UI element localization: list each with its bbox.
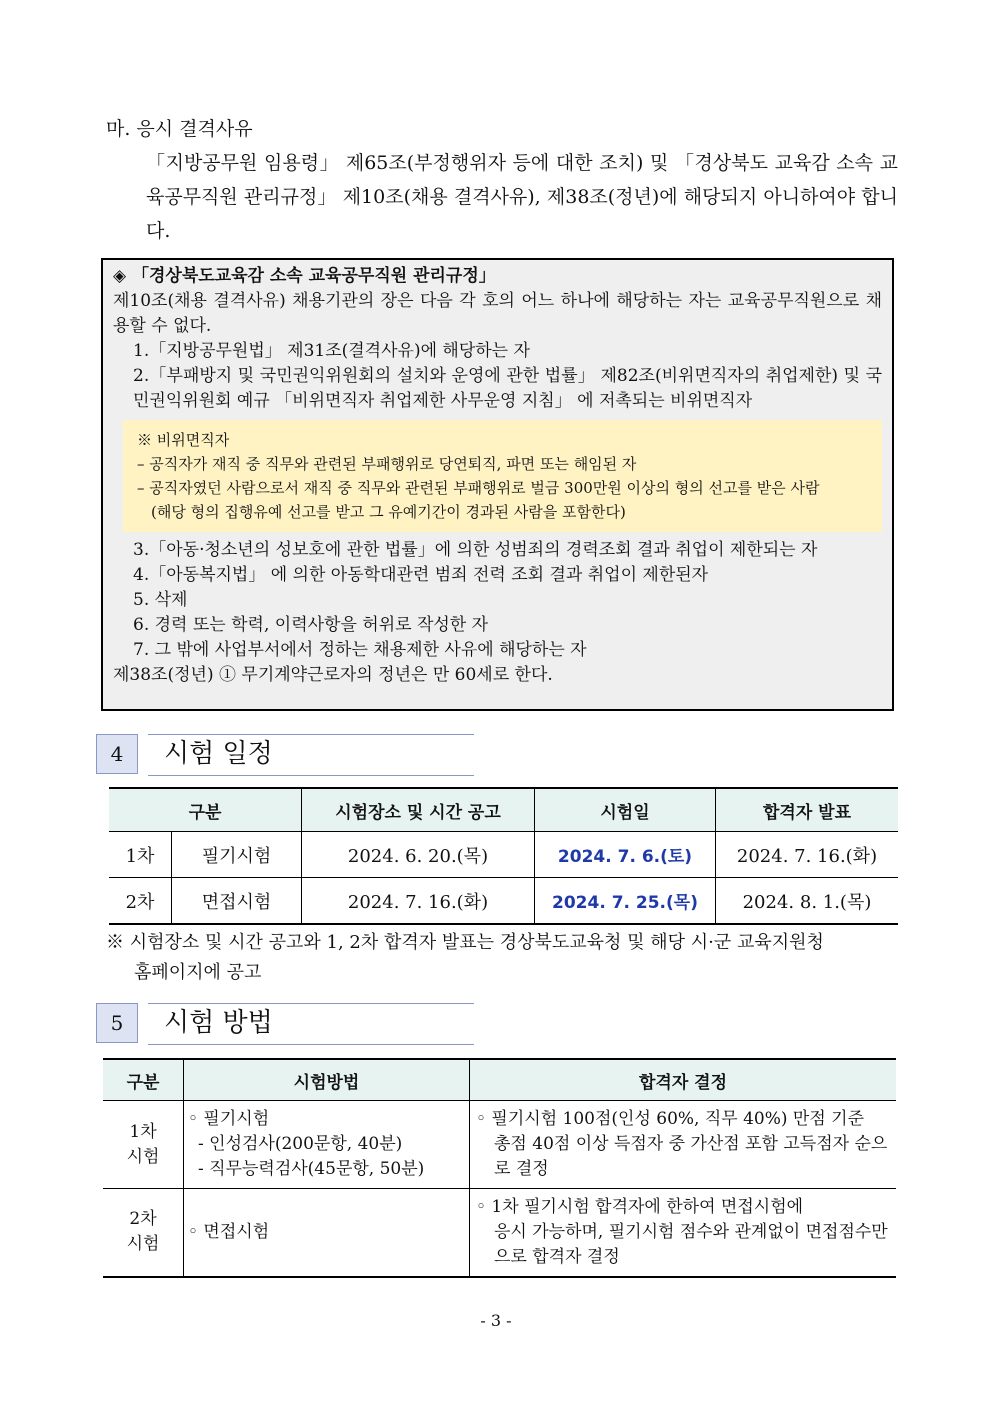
footnote-line: 홈페이지에 공고: [134, 962, 262, 983]
round-cell: 2차: [109, 878, 172, 925]
article-item-6: 6. 경력 또는 학력, 이력사항을 허위로 작성한 자: [133, 615, 489, 635]
column-header: 합격자 결정: [470, 1059, 897, 1101]
article-38: 제38조(정년) ① 무기계약근로자의 정년은 만 60세로 한다.: [113, 665, 553, 685]
method-line: - 직무능력검사(45문항, 50분): [198, 1159, 425, 1179]
round-cell: [103, 1189, 184, 1277]
result-criteria-cell: [470, 1189, 897, 1277]
criteria-line: ◦ 필기시험 100점(인성 60%, 직무 40%) 만점 기준: [476, 1109, 865, 1129]
round-label: 2차: [129, 1209, 157, 1230]
result-criteria-cell: [470, 1101, 897, 1189]
result-date-cell: 2024. 7. 16.(화): [716, 832, 899, 878]
exam-date-cell: 2024. 7. 6.(토): [535, 832, 716, 878]
round-cell: 1차: [109, 832, 172, 878]
round-label: 1차: [129, 1121, 157, 1142]
regulation-title: ◈ 「경상북도교육감 소속 교육공무직원 관리규정」: [113, 266, 496, 286]
footnote-line: ※ 시험장소 및 시간 공고와 1, 2차 합격자 발표는 경상북도교육청 및 해당 시·군 교육지원청: [106, 932, 824, 953]
method-line: - 인성검사(200문항, 40분): [198, 1134, 403, 1154]
article-item-1: 1.「지방공무원법」 제31조(결격사유)에 해당하는 자: [133, 341, 530, 361]
method-cell: [184, 1101, 470, 1189]
note-box: [123, 420, 882, 532]
article-10-intro: 제10조(채용 결격사유) 채용기관의 장은 다음 각 호의 어느 하나에 해당하는 자는 교육공무직원으로 채용할 수 없다.: [113, 291, 882, 336]
type-cell: 필기시험: [172, 832, 302, 878]
notice-date-cell: 2024. 6. 20.(목): [302, 832, 535, 878]
table-row: [109, 832, 898, 878]
section-number: 4: [96, 734, 138, 774]
article-item-2: 2.「부패방지 및 국민권익위원회의 설치와 운영에 관한 법률」 제82조(비위면직자의 취업제한) 및 국민권익위원회 예규 「비위면직자 취업제한 사무운영 지침」 에 저촉되는 비위면직자: [133, 366, 882, 411]
result-date-cell: 2024. 8. 1.(목): [716, 878, 899, 925]
column-header: 합격자 발표: [716, 788, 899, 832]
exam-date-cell: 2024. 7. 25.(목): [535, 878, 716, 925]
section-5-heading: [96, 1003, 476, 1047]
section-4-heading: [96, 734, 476, 778]
round-label: 시험: [126, 1146, 160, 1167]
criteria-line: 응시 가능하며, 필기시험 점수와 관계없이 면접점수만으로 합격자 결정: [494, 1221, 888, 1267]
note-title: ※ 비위면직자: [137, 431, 230, 449]
note-line: – 공직자가 재직 중 직무와 관련된 부패행위로 당연퇴직, 파면 또는 해임된 자: [137, 455, 637, 473]
schedule-table: [109, 787, 898, 925]
note-line: – 공직자였던 사람으로서 재직 중 직무와 관련된 부패행위로 벌금 300만원 이상의 형의 선고를 받은 사람: [137, 479, 820, 497]
table-row: [109, 878, 898, 925]
section-body: 「지방공무원 임용령」 제65조(부정행위자 등에 대한 조치) 및 「경상북도 교육감 소속 교육공무직원 관리규정」 제10조(채용 결격사유), 제38조(정년)에 해당되지 아니하여야 합니다.: [146, 152, 898, 242]
section-number: 5: [96, 1003, 138, 1043]
column-header: 구분: [103, 1059, 184, 1101]
column-header: 시험일: [535, 788, 716, 832]
type-cell: 면접시험: [172, 878, 302, 925]
section-heading: 마. 응시 결격사유: [106, 118, 253, 140]
round-label: 시험: [126, 1234, 160, 1255]
round-cell: [103, 1101, 184, 1189]
column-header: 시험장소 및 시간 공고: [302, 788, 535, 832]
regulation-box: [101, 258, 894, 711]
notice-date-cell: 2024. 7. 16.(화): [302, 878, 535, 925]
article-item-4: 4.「아동복지법」 에 의한 아동학대관련 범죄 전력 조회 결과 취업이 제한된자: [133, 565, 709, 585]
table-row: [103, 1101, 896, 1189]
table-header-row: [103, 1059, 896, 1101]
table-row: [103, 1189, 896, 1277]
schedule-footnote: [106, 928, 898, 988]
section-disqualification: [106, 112, 906, 248]
method-cell: [184, 1189, 470, 1277]
article-item-5: 5. 삭제: [133, 590, 188, 610]
page-number: - 3 -: [480, 1311, 512, 1330]
article-item-3: 3.「아동·청소년의 성보호에 관한 법률」에 의한 성범죄의 경력조회 결과 취업이 제한되는 자: [133, 540, 818, 560]
table-header-row: [109, 788, 898, 832]
criteria-line: ◦ 1차 필기시험 합격자에 한하여 면접시험에: [476, 1196, 804, 1217]
column-header: 시험방법: [184, 1059, 470, 1101]
method-line: ◦ 필기시험: [188, 1109, 270, 1129]
section-title: 시험 일정: [148, 734, 474, 776]
note-line: (해당 형의 집행유예 선고를 받고 그 유예기간이 경과된 사람을 포함한다): [151, 503, 626, 521]
section-title: 시험 방법: [148, 1003, 474, 1045]
column-header: 구분: [109, 788, 302, 832]
exam-method-table: [103, 1058, 896, 1278]
article-item-7: 7. 그 밖에 사업부서에서 정하는 채용제한 사유에 해당하는 자: [133, 640, 587, 660]
method-line: ◦ 면접시험: [188, 1221, 270, 1242]
criteria-line: 총점 40점 이상 득점자 중 가산점 포함 고득점자 순으로 결정: [494, 1134, 888, 1179]
